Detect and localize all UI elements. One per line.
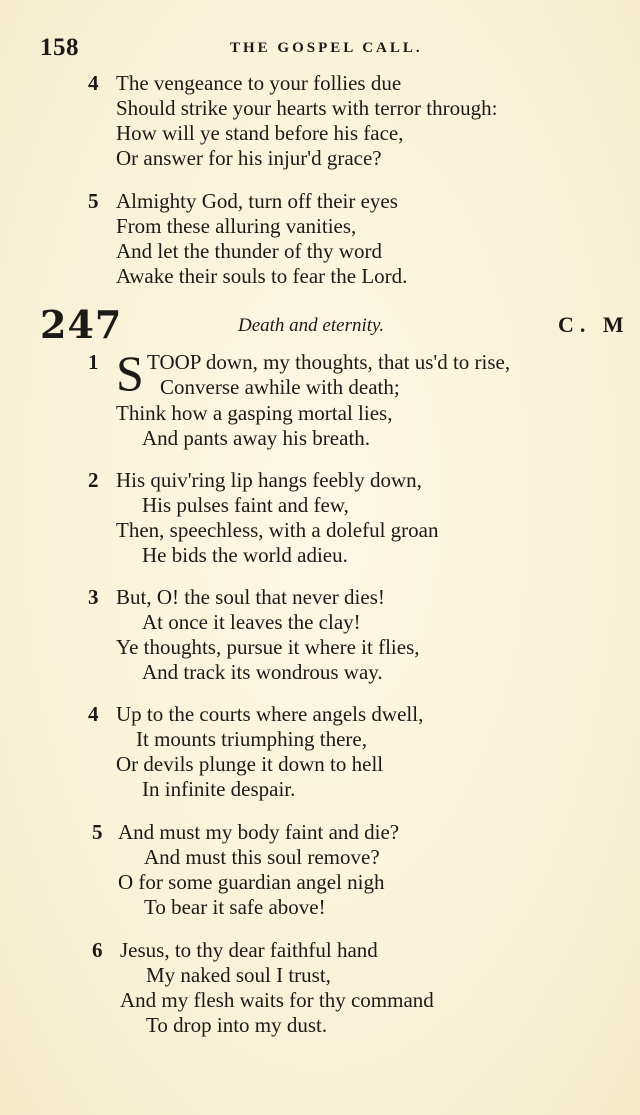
verse-line: His quiv'ring lip hangs feebly down,: [116, 468, 422, 492]
verse-line: And my flesh waits for thy command: [120, 988, 434, 1012]
verse-line: Should strike your hearts with terror through:: [116, 96, 498, 120]
stanza-number: 5: [88, 189, 99, 213]
verse-line: Think how a gasping mortal lies,: [116, 401, 393, 425]
verse-line: From these alluring vanities,: [116, 214, 357, 238]
verse-line: To bear it safe above!: [144, 895, 326, 919]
verse-line: Jesus, to thy dear faithful hand: [120, 938, 378, 962]
verse-line: And track its wondrous way.: [142, 660, 383, 684]
verse-line: Ye thoughts, pursue it where it flies,: [116, 635, 420, 659]
verse-line: In infinite despair.: [142, 777, 296, 801]
verse-line: His pulses faint and few,: [142, 493, 349, 517]
verse-line: My naked soul I trust,: [146, 963, 331, 987]
verse-line: To drop into my dust.: [146, 1013, 328, 1037]
verse-line: Or devils plunge it down to hell: [116, 752, 384, 776]
stanza-number: 6: [92, 938, 103, 962]
verse-line: And pants away his breath.: [142, 426, 371, 450]
verse-line: Then, speechless, with a doleful groan: [116, 518, 439, 542]
verse-line: But, O! the soul that never dies!: [116, 585, 385, 609]
verse-line: TOOP down, my thoughts, that us'd to rise,: [147, 350, 511, 374]
drop-cap: S: [116, 345, 144, 401]
verse-line: Up to the courts where angels dwell,: [116, 702, 424, 726]
verse-line: And must my body faint and die?: [118, 820, 400, 844]
verse-line: Or answer for his injur'd grace?: [116, 146, 382, 170]
running-title: THE GOSPEL CALL.: [230, 40, 423, 56]
hymn-subject: Death and eternity.: [238, 315, 385, 336]
verse-line: Converse awhile with death;: [160, 375, 400, 399]
verse-line: O for some guardian angel nigh: [118, 870, 385, 894]
stanza-number: 1: [88, 350, 99, 374]
verse-line: How will ye stand before his face,: [116, 121, 404, 145]
stanza-number: 4: [88, 702, 99, 726]
page-header: [40, 34, 630, 64]
verse-line: He bids the world adieu.: [142, 543, 348, 567]
stanza-number: 5: [92, 820, 103, 844]
verse-line: It mounts triumphing there,: [136, 727, 367, 751]
stanza-number: 4: [88, 71, 99, 95]
verse-line: And must this soul remove?: [144, 845, 380, 869]
stanza-number: 3: [88, 585, 99, 609]
verse-line: And let the thunder of thy word: [116, 239, 382, 263]
hymn-number: 247: [40, 302, 123, 347]
verse-line: At once it leaves the clay!: [142, 610, 361, 634]
verse-line: Almighty God, turn off their eyes: [116, 189, 398, 213]
verse-line: The vengeance to your follies due: [116, 71, 402, 95]
hymn-meter: C. M: [558, 312, 630, 337]
stanza-number: 2: [88, 468, 99, 492]
verse-line: Awake their souls to fear the Lord.: [116, 264, 408, 288]
page-number: 158: [40, 34, 79, 61]
